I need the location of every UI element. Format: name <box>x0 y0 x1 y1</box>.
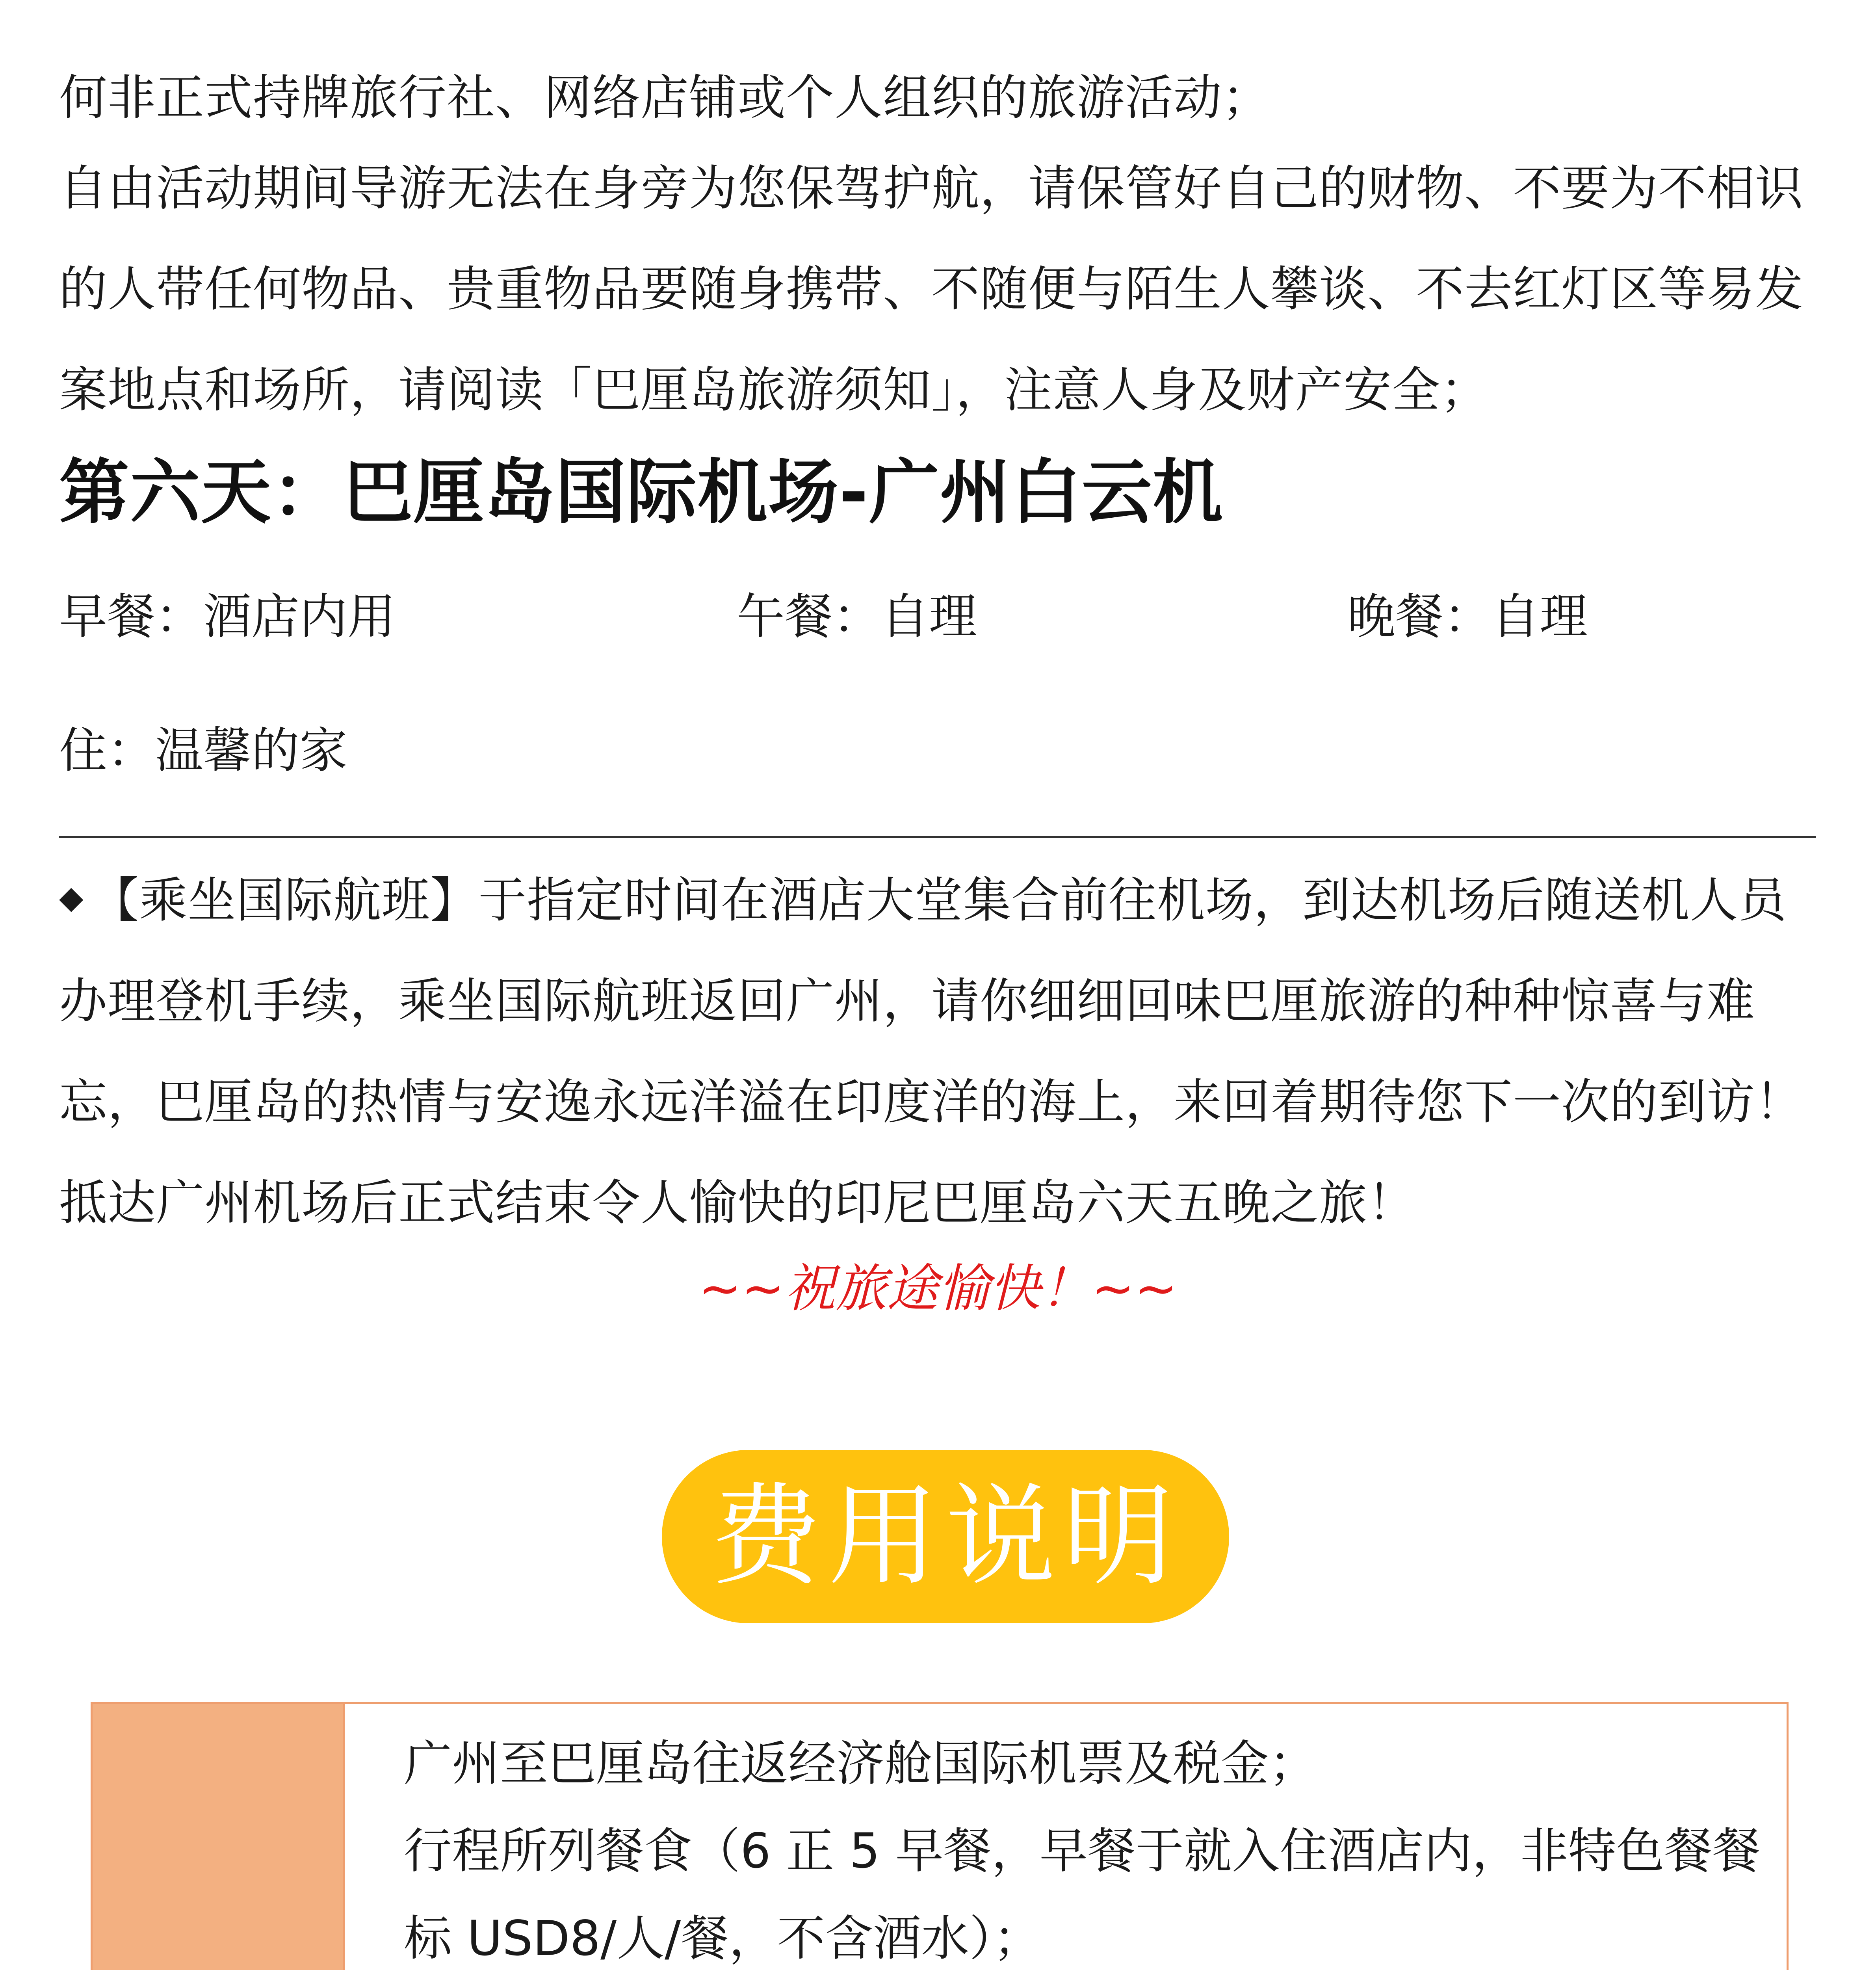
closing-wish: ~~祝旅途愉快！~~ <box>698 1258 1178 1318</box>
fee-included-header <box>93 1704 345 1970</box>
day6-title: 第六天：巴厘岛国际机场-广州白云机 <box>59 452 1224 533</box>
diamond-icon: ◆ <box>59 879 84 916</box>
fee-table <box>91 1702 1789 1970</box>
intro-paragraph-1: 何非正式持牌旅行社、网络店铺或个人组织的旅游活动； <box>59 70 1270 126</box>
intro-paragraph-2: 自由活动期间导游无法在身旁为您保驾护航，请保管好自己的财物、不要为不相识的人带任何物品、贵重物品要随身携带、不随便与陌生人攀谈、不去红灯区等易发案地点和场所，请阅读「巴厘岛旅游须知」，注意人身及财产安全； <box>59 160 1804 418</box>
section-divider <box>59 836 1816 838</box>
fee-included-content <box>353 1720 1775 1970</box>
lunch-info: 午餐：自理 <box>737 589 977 645</box>
day6-description <box>59 847 1820 1253</box>
fee-item-airfare: 广州至巴厘岛往返经济舱国际机票及税金； <box>404 1736 1317 1792</box>
fee-item-meals: 行程所列餐食（6 正 5 早餐，早餐于就入住酒店内，非特色餐餐标 USD8/人/餐，不含酒水）； <box>404 1823 1761 1966</box>
accommodation-info: 住：温馨的家 <box>59 723 347 779</box>
day6-description-text: 【乘坐国际航班】于指定时间在酒店大堂集合前往机场，到达机场后随送机人员办理登机手续，乘坐国际航班返回广州，请你细细回味巴厘旅游的种种惊喜与难忘，巴厘岛的热情与安逸永远洋溢在印度洋的海上，来回着期待您下一次的到访！抵达广州机场后正式结束令人愉快的印尼巴厘岛六天五晚之旅！ <box>59 872 1804 1231</box>
dinner-info: 晚餐：自理 <box>1347 589 1588 645</box>
fee-section-title: 费用说明 <box>662 1450 1229 1623</box>
breakfast-info: 早餐：酒店内用 <box>59 589 396 645</box>
